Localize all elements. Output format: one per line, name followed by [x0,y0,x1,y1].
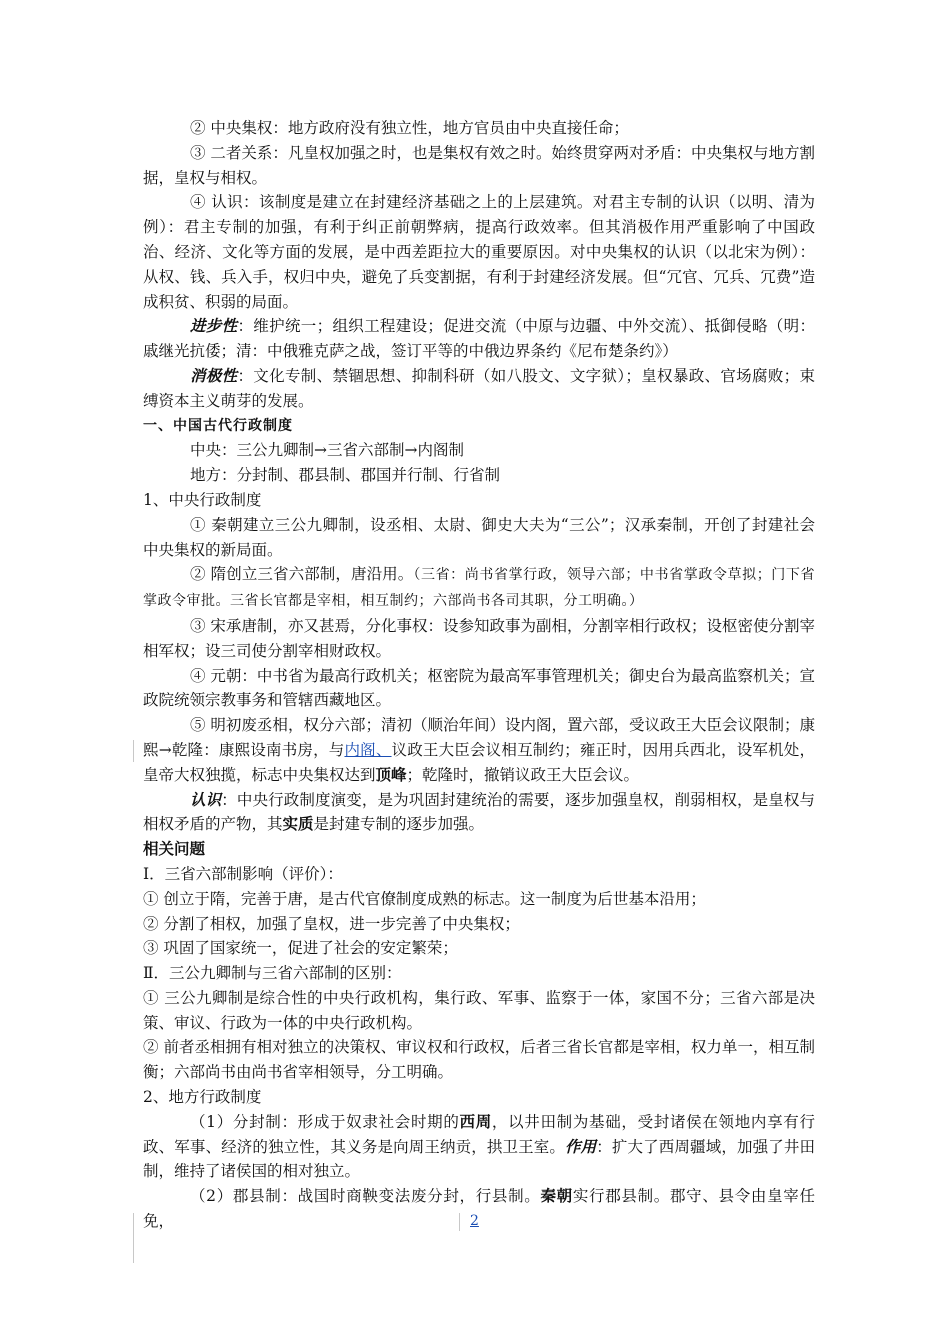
subsection-heading: 1、中央行政制度 [143,490,262,509]
change-bar [133,740,134,762]
paragraph [143,713,815,787]
paragraph [143,1110,815,1184]
paragraph-text: ② 隋创立三省六部制，唐沿用。 [190,565,414,584]
paragraph-text: 议政王大臣会议相互制约；雍正时，因用兵西北，设军机处，皇帝大权独揽，标志中央集权达到 [143,740,815,784]
paragraph-text: ：中央行政制度演变，是为巩固封建统治的需要，逐步加强皇权，削弱相权，是皇权与相权矛盾的产物，其 [143,790,815,834]
paragraph-text: （2）郡县制：战国时商鞅变法废分封，行县制。 [190,1187,541,1206]
paragraph: 地方：分封制、郡县制、郡国并行制、行省制 [190,466,501,485]
paragraph: Ⅰ．三省六部制影响（评价）： [143,864,343,883]
paragraph-text: 实行郡县制。郡守、县令由皇宰任免， [143,1187,815,1231]
paragraph-text: ：维护统一；组织工程建设；促进交流（中原与边疆、中外交流）、抵御侵略（明：戚继光抗倭；清：中俄雅克萨之战，签订平等的中俄边界条约《尼布楚条约》） [143,317,815,361]
emphasis: 西周 [459,1111,492,1131]
section-heading: 相关问题 [143,839,206,859]
paragraph: ③ 宋承唐制，亦又甚焉，分化事权：设参知政事为副相，分割宰相行政权；设枢密使分割宰相军权；设三司使分割宰相财政权。 [143,616,815,660]
paragraph: ② 前者丞相拥有相对独立的决策权、审议权和行政权，后者三省长官都是宰相，权力单一，相互制衡；六部尚书由尚书省宰相领导，分工明确。 [143,1038,815,1082]
emphasis: 秦朝 [540,1186,573,1206]
emphasis: 顶峰 [375,764,407,784]
margin-line [133,1213,134,1263]
paragraph [143,1184,815,1234]
subsection-heading: 2、地方行政制度 [143,1088,262,1107]
page-number[interactable]: 2 [470,1213,479,1229]
emphasis: 实质 [282,814,314,834]
paragraph: ③ 巩固了国家统一，促进了社会的安定繁荣； [143,939,458,958]
label-understanding: 认识 [190,789,222,809]
paragraph-text: ，以井田制为基础，受封诸侯在领地内享有行政、军事、经济的独立性，其义务是向周王纳贡，拱卫王室。 [143,1112,815,1156]
paragraph-text: ⑤ 明初废丞相，权分六部；清初（顺治年间）设内阁，置六部，受议政王大臣会议限制；康熙→乾隆：康熙设南书房，与 [143,716,815,759]
inline-link[interactable]: 内阁、 [344,740,392,759]
paragraph: 中央：三公九卿制→三省六部制→内阁制 [190,441,464,460]
paragraph [143,788,815,838]
paragraph-text: （1）分封制：形成于奴隶社会时期的 [190,1112,460,1131]
paragraph: ① 秦朝建立三公九卿制，设丞相、太尉、御史大夫为“三公”；汉承秦制，开创了封建社会中央集权的新局面。 [143,515,815,559]
body-text [143,116,815,1234]
label-effect: 作用 [565,1136,597,1156]
paragraph [143,562,815,614]
parenthetical-note: （三省：尚书省掌行政，领导六部；中书省掌政令草拟；门下省掌政令审批。三省长官都是宰相，相互制约；六部尚书各司其职，分工明确。） [143,567,816,610]
paragraph [143,314,815,364]
paragraph-text: ：文化专制、禁锢思想、抑制科研（如八股文、文字狱）；皇权暴政、官场腐败；束缚资本主义萌芽的发展。 [143,366,815,410]
paragraph: ① 创立于隋，完善于唐，是古代官僚制度成熟的标志。这一制度为后世基本沿用； [143,889,706,908]
paragraph: Ⅱ．三公九卿制与三省六部制的区别： [143,964,402,983]
paragraph: ② 中央集权：地方政府没有独立性，地方官员由中央直接任命； [190,119,629,137]
section-heading: 一、中国古代行政制度 [143,417,293,434]
paragraph [143,364,815,414]
paragraph: ③ 二者关系：凡皇权加强之时，也是集权有效之时。始终贯穿两对矛盾：中央集权与地方割据，皇权与相权。 [143,143,815,187]
label-negative: 消极性 [190,365,238,385]
footer-divider [459,1213,460,1231]
paragraph: ④ 认识：该制度是建立在封建经济基础之上的上层建筑。对君主专制的认识（以明、清为例）：君主专制的加强，有利于纠正前朝弊病，提高行政效率。但其消极作用严重影响了中国政治、经济、文化等方面的发展，是中西差距拉大的重要原因。对中央集权的认识（以北宋为例）：从权、钱、兵入手，权归中央，避免了兵变割据，有利于封建经济发展。但“冗官、冗兵、冗费”造成积贫、积弱的局面。 [143,193,815,311]
paragraph-text: ；乾隆时，撤销议政王大臣会议。 [406,765,640,784]
label-progressive: 进步性 [190,316,238,336]
paragraph-text: ：扩大了西周疆域，加强了井田制，维持了诸侯国的相对独立。 [143,1137,815,1181]
paragraph: ④ 元朝：中书省为最高行政机关；枢密院为最高军事管理机关；御史台为最高监察机关；宣政院统领宗教事务和管辖西藏地区。 [143,666,815,710]
paragraph: ② 分割了相权，加强了皇权，进一步完善了中央集权； [143,914,520,933]
paragraph: ① 三公九卿制是综合性的中央行政机构，集行政、军事、监察于一体，家国不分；三省六部是决策、审议、行政为一体的中央行政机构。 [143,988,815,1032]
paragraph-text: 是封建专制的逐步加强。 [313,815,485,834]
